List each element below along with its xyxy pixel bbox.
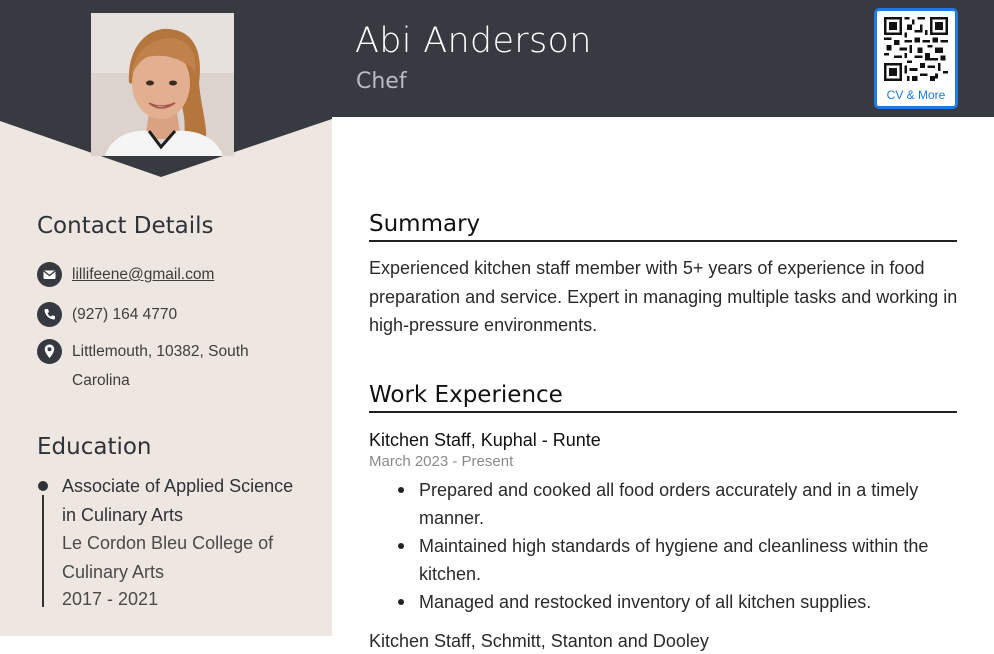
education-years: 2017 - 2021 (62, 589, 159, 609)
contact-heading: Contact Details (37, 213, 214, 239)
summary-heading: Summary (369, 209, 957, 242)
email-link[interactable]: lillifeene@gmail.com (72, 266, 215, 283)
qr-code-link[interactable] (874, 8, 958, 109)
candidate-name: Abi Anderson (355, 21, 592, 61)
list-item: Managed and restocked inventory of all kitchen supplies. (419, 588, 969, 616)
list-item: Prepared and cooked all food orders accurately and in a timely manner. (419, 476, 969, 532)
education-heading: Education (37, 434, 152, 460)
job-role: Kitchen Staff, Kuphal - Runte (369, 430, 601, 450)
list-item: Maintained high standards of hygiene and cleanliness within the kitchen. (419, 532, 969, 588)
candidate-job-title: Chef (356, 69, 407, 94)
profile-photo (91, 13, 234, 156)
address-line-2: Carolina (72, 372, 130, 389)
phone-icon (37, 302, 62, 327)
job-dates: March 2023 - Present (369, 453, 514, 470)
timeline-dot (38, 481, 48, 491)
location-pin-icon (37, 339, 62, 364)
work-experience-heading: Work Experience (369, 380, 957, 413)
education-school: Le Cordon Bleu College of Culinary Arts (62, 533, 274, 582)
timeline-line (42, 495, 44, 607)
qr-code-icon (884, 17, 948, 81)
education-degree: Associate of Applied Science in Culinary Arts (62, 476, 294, 525)
phone-number: (927) 164 4770 (72, 306, 178, 323)
summary-text: Experienced kitchen staff member with 5+ years of experience in food preparation and service. Expert in managing multiple tasks and working in high-pressure environments. (369, 258, 958, 335)
address-line-1: Littlemouth, 10382, South (72, 343, 249, 360)
qr-caption[interactable]: CV & More (886, 88, 946, 102)
job-bullet-list (419, 476, 969, 616)
email-icon (37, 262, 62, 287)
next-job-role-partial: Kitchen Staff, Schmitt, Stanton and Dooley (369, 631, 709, 651)
